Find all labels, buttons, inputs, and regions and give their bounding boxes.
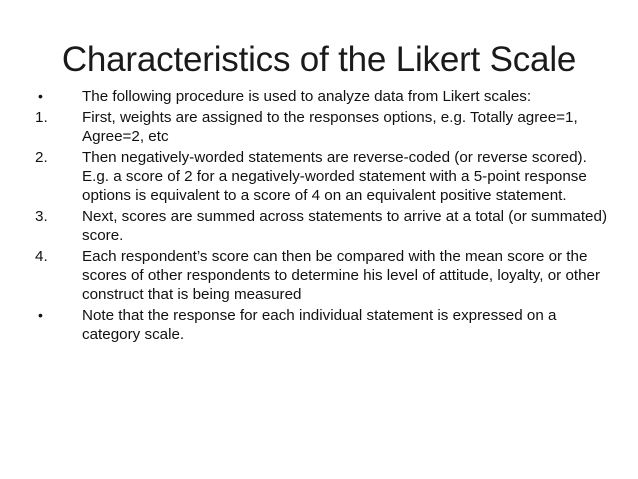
list-item-text: Then negatively-worded statements are reverse-coded (or reverse scored). E.g. a score of 2 for a negatively-worded statement with a 5-point response options is equivalent to a score of 4 on an equivalent positive statement. xyxy=(82,149,587,204)
number-marker: 4. xyxy=(35,248,48,265)
list-item-step-3 xyxy=(30,207,610,245)
number-marker: 2. xyxy=(35,149,48,166)
list-item-text: The following procedure is used to analyze data from Likert scales: xyxy=(82,88,532,105)
bullet-marker: • xyxy=(38,307,43,323)
list-item-intro xyxy=(30,87,610,106)
list-item-step-1 xyxy=(30,108,610,146)
bullet-marker: • xyxy=(38,88,43,104)
list-item-text: Each respondent’s score can then be compared with the mean score or the scores of other respondents to determine his level of attitude, loyalty, or other construct that is being measured xyxy=(82,248,601,303)
list-item-note xyxy=(30,306,610,344)
list-item-step-4 xyxy=(30,247,610,304)
list-item-step-2 xyxy=(30,148,610,205)
list-item-text: Next, scores are summed across statements to arrive at a total (or summated) score. xyxy=(82,208,607,244)
number-marker: 1. xyxy=(35,109,48,126)
slide-title: Characteristics of the Likert Scale xyxy=(61,40,577,79)
content-list xyxy=(30,87,610,346)
list-item-text: Note that the response for each individual statement is expressed on a category scale. xyxy=(82,307,557,343)
number-marker: 3. xyxy=(35,208,48,225)
list-item-text: First, weights are assigned to the responses options, e.g. Totally agree=1, Agree=2, etc xyxy=(82,109,578,145)
